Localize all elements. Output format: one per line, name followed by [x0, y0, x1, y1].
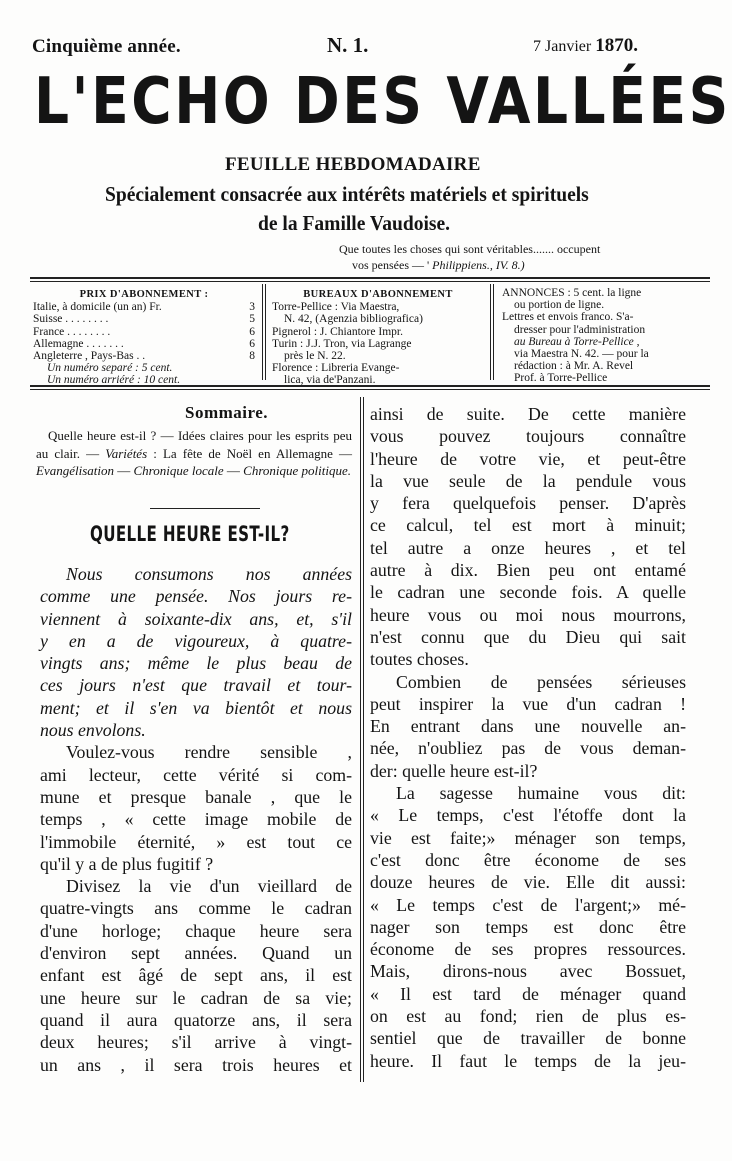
sommaire-rule [150, 508, 260, 509]
article-line: d'environ sept années. Quand un [40, 943, 352, 964]
announcement-line: au Bureau à Torre-Pellice , [514, 335, 640, 348]
article-line: enfant est âgé de sept ans, il est [40, 965, 352, 986]
newspaper-subtitle: FEUILLE HEBDOMADAIRE [225, 154, 481, 175]
article-line: autre à dix. Bien peu ont entamé [370, 560, 686, 581]
office-line: Turin : J.J. Tron, via Lagrange [272, 337, 412, 350]
article-title: QUELLE HEURE EST-IL? [90, 522, 290, 546]
article-line: tel autre a onze heures , et tel [370, 537, 686, 558]
article-line: En entrant dans une nouvelle an- [370, 716, 686, 737]
article-line: toutes choses. [370, 649, 469, 670]
info-divider-2 [265, 284, 266, 380]
issue-date-year: 1870. [595, 35, 638, 56]
article-line: l'immobile éternité, » est tout ce [40, 831, 352, 852]
article-line: vie est faite;» ménager son temps, [370, 827, 686, 848]
article-line: mune et presque banale , que le [40, 786, 352, 807]
epigraph-reference: Philippiens., IV. 8.) [432, 258, 525, 272]
article-line: comme une pensée. Nos jours re- [40, 586, 352, 607]
epigraph-line-2: vos pensées — ' Philippiens., IV. 8.) [352, 258, 525, 272]
office-line: N. 42, (Agenzia bibliografica) [284, 313, 423, 326]
info-bottom-rule-thin [30, 389, 710, 390]
office-line: Pignerol : J. Chiantore Impr. [272, 325, 403, 338]
article-line: douze heures de vie. Elle dit aussi: [370, 872, 686, 893]
office-line: Torre-Pellice : Via Maestra, [272, 301, 400, 314]
epigraph-text: vos pensées — [352, 258, 427, 272]
article-line: « Le temps, c'est l'étoffe dont la [370, 805, 686, 826]
edition-label: Cinquième année. [32, 36, 181, 57]
announcement-line: via Maestra N. 42. — pour la [514, 348, 649, 361]
article-line: vingts ans; même le plus beau de [40, 653, 352, 674]
article-line: heure vous ou moi nous mourrons, [370, 604, 686, 625]
article-line: heure. Il faut le temps de la jeu- [370, 1050, 686, 1071]
article-line: quatre-vingts ans comme le cadran [40, 898, 352, 919]
office-line: Florence : Libreria Evange- [272, 362, 400, 375]
announcement-line: ANNONCES : 5 cent. la ligne [502, 287, 642, 299]
article-line: Voulez-vous rendre sensible , [66, 742, 352, 763]
article-line: ami lecteur, cette vérité si com- [40, 764, 352, 785]
article-line: nous envolons. [40, 720, 146, 741]
tagline-line-2: de la Famille Vaudoise. [258, 211, 451, 235]
info-top-rule [30, 277, 710, 279]
announcements [502, 287, 707, 385]
article-line: qu'il y a de plus fugitif ? [40, 853, 214, 874]
announcement-line: rédaction : à Mr. A. Revel [514, 360, 634, 373]
article-line: y en a de vigoureux, à quatre- [40, 630, 352, 651]
article-line: un ans , il sera trois heures et [40, 1054, 352, 1075]
info-divider-1 [262, 284, 263, 380]
article-line: Divisez la vie d'un vieillard de [66, 876, 352, 897]
announcement-line: Prof. à Torre-Pellice [514, 372, 608, 385]
issue-date-day: 7 Janvier [533, 38, 596, 55]
issue-date [533, 35, 638, 57]
sommaire-title: Sommaire. [185, 403, 269, 422]
article-line: ment; et il s'en va bientôt et nous [40, 697, 352, 718]
article-line: y fera quelquefois penser. D'après [370, 493, 686, 514]
article-line: la vue seule de la pendule vous [370, 470, 686, 491]
article-line: sentiel que de travailler de bonne [370, 1028, 686, 1049]
article-line: peut inspirer la vue d'un cadran ! [370, 693, 686, 714]
article-line: économe de ses propres ressources. [370, 939, 686, 960]
article-line: Mais, dirons-nous avec Bossuet, [370, 961, 686, 982]
epigraph-line-1: Que toutes les choses qui sont véritables....... occupent [339, 242, 601, 256]
tagline-line-1: Spécialement consacrée aux intérêts matériels et spirituels [105, 182, 589, 206]
article-line: Nous consumons nos années [66, 564, 352, 584]
article-line: d'une horloge; chaque heure sera [40, 920, 352, 941]
price-row-italy: Italie, à domicile (un an) Fr. 3 [33, 301, 255, 314]
article-line: l'heure de votre vie, et peut-être [370, 448, 686, 469]
article-line: née, n'oubliez pas de vous deman- [370, 738, 686, 759]
article-line: ainsi de suite. De cette manière [370, 404, 686, 424]
article-line: der: quelle heure est-il? [370, 760, 538, 781]
article-line: La sagesse humaine vous dit: [396, 783, 686, 804]
info-divider-3 [490, 284, 491, 380]
article-line: deux heures; s'il arrive à vingt- [40, 1032, 352, 1053]
article-line: temps , « cette image mobile de [40, 809, 352, 830]
info-divider-4 [493, 284, 494, 380]
back-issue-price: Un numéro arriéré : 10 cent. [47, 374, 181, 387]
office-line: près le N. 22. [284, 350, 346, 363]
article-column-right [370, 403, 686, 1072]
info-top-rule-thin [30, 281, 710, 282]
article-line: Combien de pensées sérieuses [396, 671, 686, 692]
article-line: une heure sur le cadran de sa vie; [40, 987, 352, 1008]
office-line: lica, via de'Panzani. [284, 374, 376, 387]
article-line: nager son temps est donc être [370, 916, 686, 937]
newspaper-title: L'ECHO DES VALLÉES [34, 65, 731, 139]
price-row-england: Angleterre , Pays-Bas . . 8 [33, 350, 255, 363]
article-line: le cadran une seconde fois. A quelle [370, 582, 686, 603]
subscription-offices [272, 289, 484, 387]
prices-title: PRIX D'ABONNEMENT : [79, 289, 209, 300]
announcement-line: Lettres et envois franco. S'a- [502, 311, 634, 324]
offices-title: BUREAUX D'ABONNEMENT [303, 289, 453, 300]
announcement-line: dresser pour l'administration [514, 323, 646, 336]
article-line: quand il aura quatorze ans, il sera [40, 1009, 352, 1030]
subscription-prices [33, 289, 255, 387]
article-line: c'est donc être économe de ses [370, 849, 686, 870]
issue-number: N. 1. [327, 33, 369, 57]
article-line: « Le temps c'est de l'argent;» mé- [370, 894, 686, 915]
announcement-line: ou portion de ligne. [514, 299, 605, 312]
article-line: on est au fond; rien de plus es- [370, 1006, 686, 1027]
article-line: ce calcul, tel est mort à minuit; [370, 515, 686, 536]
article-line: vous pouvez toujours connaître [370, 426, 686, 447]
article-line: « Il est tard de ménager quand [370, 983, 686, 1004]
article-line: viennent à soixante-dix ans, et, s'il [40, 608, 352, 629]
single-issue-price: Un numéro separé : 5 cent. [47, 362, 173, 375]
article-line: n'est connu que du Dieu qui sait [370, 626, 686, 647]
price-row-germany: Allemagne . . . . . . . 6 [33, 337, 255, 350]
article-column-left [40, 563, 352, 1076]
price-row-switzerland: Suisse . . . . . . . . 5 [33, 313, 255, 326]
price-row-france: France . . . . . . . . 6 [33, 325, 255, 338]
column-divider [360, 397, 361, 1082]
article-line: ces jours n'est que travail et tour- [40, 675, 352, 696]
sommaire-text: Quelle heure est-il ? — Idées claires pour les esprits peu au clair. — Variétés : La fête de Noël en Allemagne — Evangélisation — Chronique locale — Chronique politique. [36, 428, 352, 478]
column-divider-inner [363, 397, 364, 1082]
